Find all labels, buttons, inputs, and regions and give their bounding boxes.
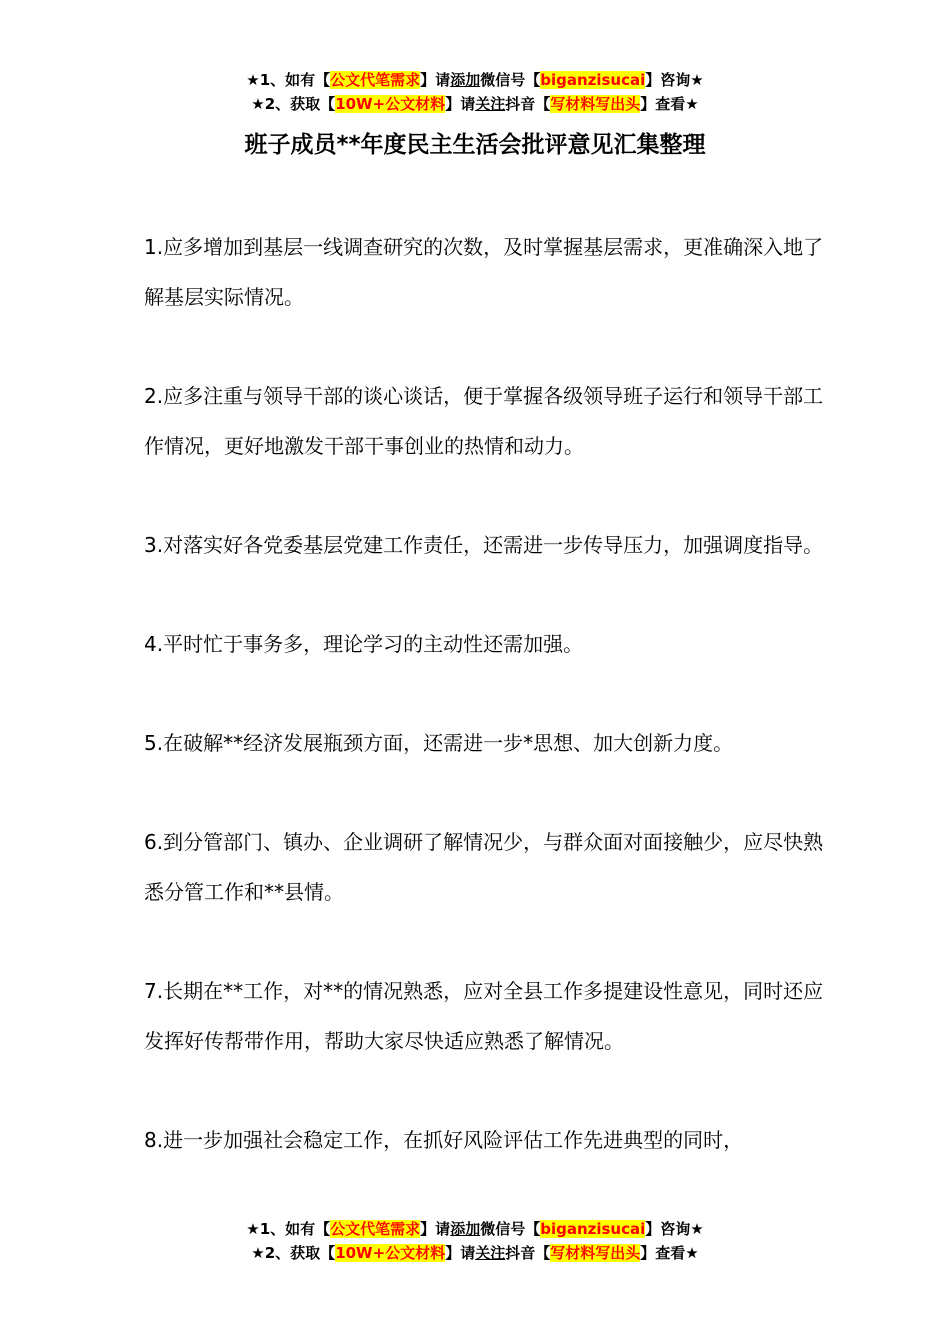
banner-line-2 [0, 1241, 950, 1265]
banner-text: 】请 [445, 95, 476, 113]
banner-text: ★2、获取【 [251, 1244, 336, 1262]
paragraph-1: 1.应多增加到基层一线调查研究的次数，及时掌握基层需求，更准确深入地了解基层实际情况。 [144, 235, 824, 309]
paragraph-3: 3.对落实好各党委基层党建工作责任，还需进一步传导压力，加强调度指导。 [144, 533, 824, 557]
document-body [144, 222, 834, 1214]
banner-text: 抖音【 [505, 1244, 551, 1262]
paragraph-7: 7.长期在**工作，对**的情况熟悉，应对全县工作多提建设性意见，同时还应发挥好传帮带作用，帮助大家尽快适应熟悉了解情况。 [144, 979, 824, 1053]
banner-highlight-wechat-id: biganzisucai [540, 71, 646, 89]
banner-text: 抖音【 [505, 95, 551, 113]
banner-text: 微信号【 [480, 71, 541, 89]
banner-highlight-materials: 10W+公文材料 [335, 1244, 446, 1262]
header-banner [0, 68, 950, 116]
banner-text: ★1、如有【 [246, 71, 331, 89]
document-title: 班子成员**年度民主生活会批评意见汇集整理 [244, 132, 706, 158]
banner-underlined-text: 关注 [475, 95, 506, 113]
banner-text: 】请 [445, 1244, 476, 1262]
banner-text: 】请 [420, 1220, 451, 1238]
banner-line-2 [0, 92, 950, 116]
banner-highlight-wechat-id: biganzisucai [540, 1220, 646, 1238]
footer-banner [0, 1217, 950, 1265]
paragraph-2: 2.应多注重与领导干部的谈心谈话，便于掌握各级领导班子运行和领导干部工作情况，更好地激发干部干事创业的热情和动力。 [144, 384, 824, 458]
banner-highlight-materials: 10W+公文材料 [335, 95, 446, 113]
banner-highlight-service: 公文代笔需求 [330, 1220, 421, 1238]
banner-highlight-service: 公文代笔需求 [330, 71, 421, 89]
paragraph-8: 8.进一步加强社会稳定工作，在抓好风险评估工作先进典型的同时， [144, 1128, 744, 1152]
banner-text: ★1、如有【 [246, 1220, 331, 1238]
banner-text: 】查看★ [640, 1244, 699, 1262]
banner-text: 】咨询★ [645, 71, 704, 89]
banner-text: ★2、获取【 [251, 95, 336, 113]
banner-line-1 [0, 1217, 950, 1241]
banner-highlight-douyin: 写材料写出头 [550, 1244, 641, 1262]
banner-underlined-text: 关注 [475, 1244, 506, 1262]
banner-text: 】请 [420, 71, 451, 89]
banner-text: 】咨询★ [645, 1220, 704, 1238]
paragraph-5: 5.在破解**经济发展瓶颈方面，还需进一步*思想、加大创新力度。 [144, 731, 734, 755]
banner-line-1 [0, 68, 950, 92]
banner-text: 】查看★ [640, 95, 699, 113]
banner-underlined-text: 添加 [450, 1220, 481, 1238]
banner-underlined-text: 添加 [450, 71, 481, 89]
banner-text: 微信号【 [480, 1220, 541, 1238]
paragraph-4: 4.平时忙于事务多，理论学习的主动性还需加强。 [144, 632, 584, 656]
paragraph-6: 6.到分管部门、镇办、企业调研了解情况少，与群众面对面接触少，应尽快熟悉分管工作和**县情。 [144, 830, 824, 904]
banner-highlight-douyin: 写材料写出头 [550, 95, 641, 113]
